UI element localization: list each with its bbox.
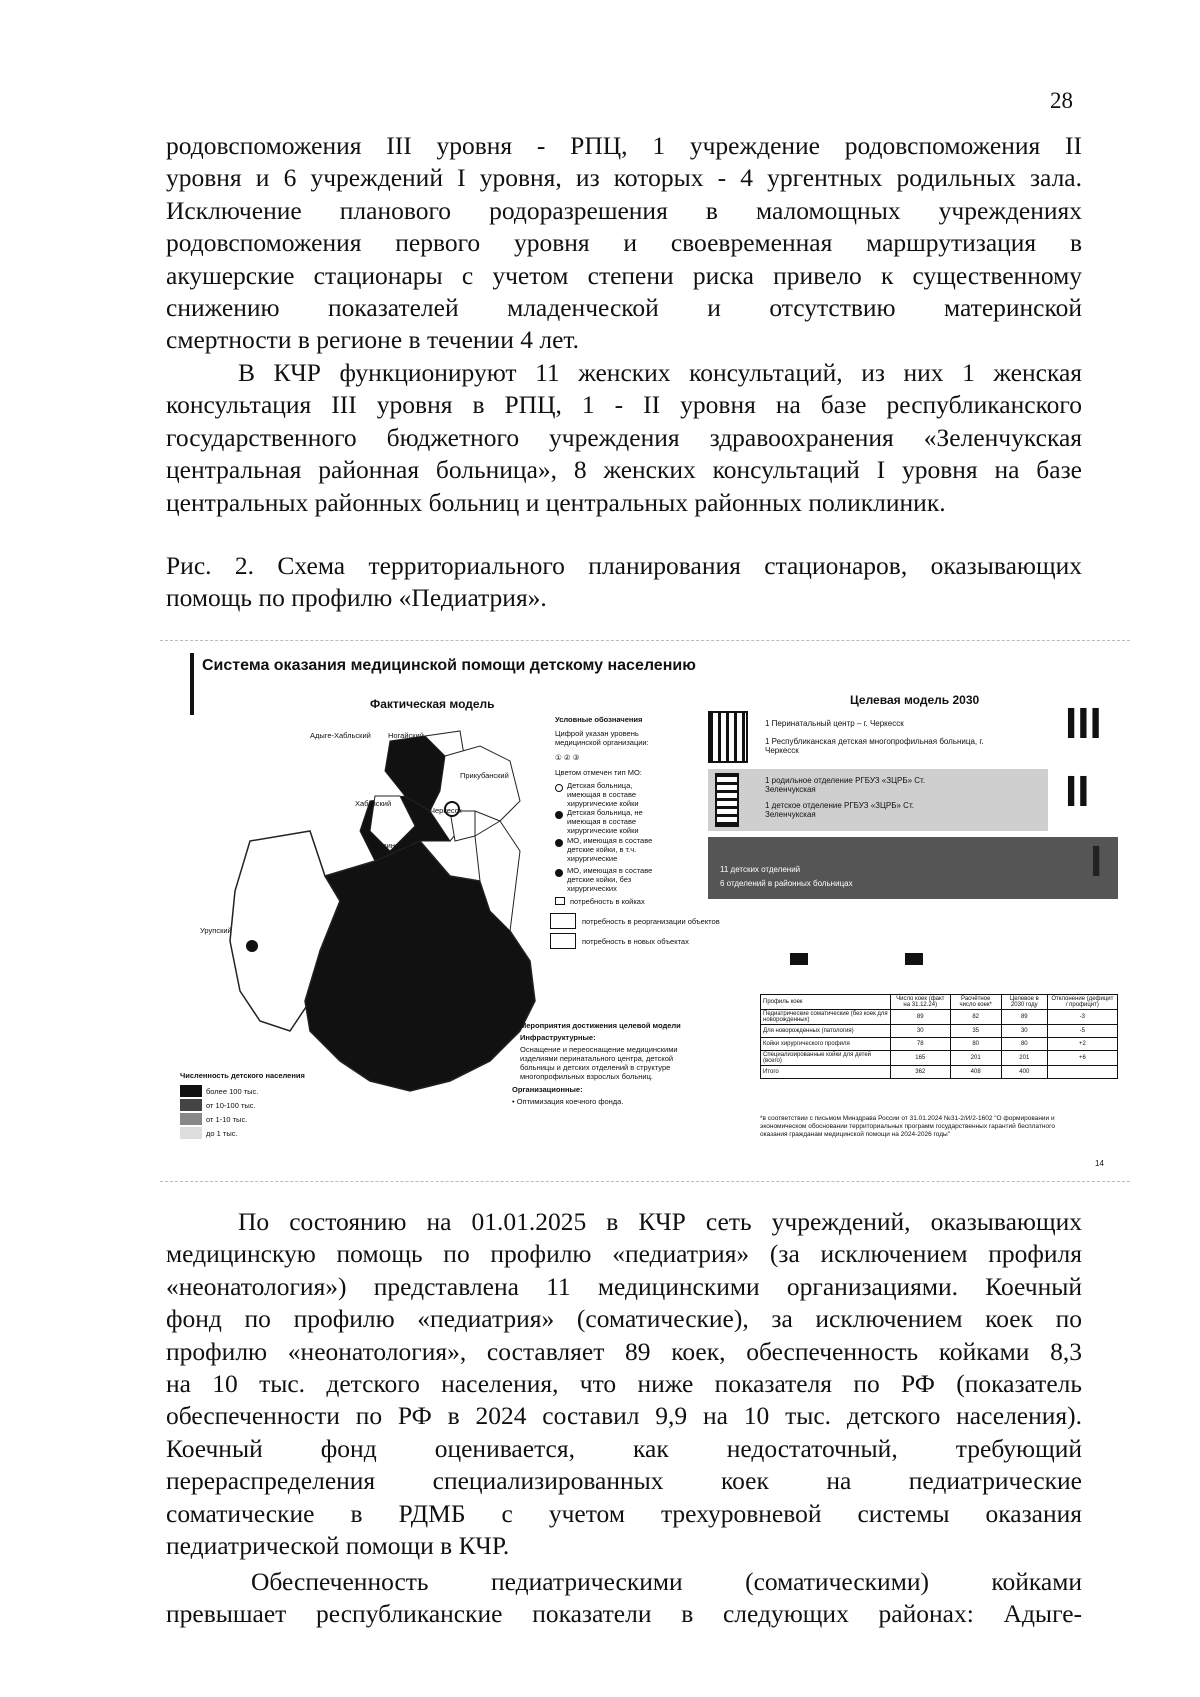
measures-org: Организационные: [512, 1085, 583, 1094]
table-cell: -3 [1047, 1010, 1117, 1025]
legend-marker-black [555, 869, 563, 877]
figure-slide [160, 640, 1130, 1182]
level3-numeral: III [1065, 699, 1102, 748]
table-header-cell: Профиль коек [761, 995, 891, 1010]
legend-line: потребность в реорганизации объектов [582, 917, 720, 926]
table-cell: 89 [1001, 1010, 1047, 1025]
table-row [761, 1025, 1118, 1038]
level2-line: 1 детское отделение РГБУЗ «ЗЦРБ» Ст. Зеленчукская [765, 801, 914, 819]
table-legend-swatch [790, 953, 808, 965]
table-legend-swatch [905, 953, 923, 965]
legend-box-reorg [550, 913, 576, 929]
level3-line: 1 Перинатальный центр – г. Черкесск [765, 719, 904, 728]
text-line: Исключение планового родоразрешения в маломощных учреждениях [166, 195, 1082, 225]
level2-line: 1 родильное отделение РГБУЗ «ЗЦРБ» Ст. Зеленчукская [765, 776, 926, 794]
table-cell: 400 [1001, 1066, 1047, 1079]
table-cell: Итого [761, 1066, 891, 1079]
map-label-nogai: Ногайский [388, 731, 424, 740]
table-cell: 408 [950, 1066, 1001, 1079]
legend-line: потребность в новых объектах [582, 937, 689, 946]
legend-line: ① ② ③ [555, 753, 580, 762]
text-line: центральных районных больниц и центральных районных поликлиник. [166, 487, 946, 517]
level3-line: 1 Республиканская детская многопрофильная больница, г. Черкесск [765, 737, 984, 755]
measures-infra: Инфраструктурные: [520, 1033, 596, 1042]
population-label: до 1 тыс. [206, 1129, 238, 1138]
table-cell: 80 [1001, 1038, 1047, 1051]
table-cell: 30 [1001, 1025, 1047, 1038]
text-line: Обеспеченность педиатрическими (соматическими) койками [251, 1567, 1082, 1596]
text-line: соматические в РДМБ с учетом трехуровневой системы оказания [166, 1498, 1082, 1528]
population-swatch [180, 1085, 202, 1097]
map-label-prikuban: Прикубанский [460, 771, 509, 780]
actual-model-title: Фактическая модель [370, 697, 495, 711]
table-cell: 78 [891, 1038, 951, 1051]
text-line: смертности в регионе в течении 4 лет. [166, 325, 579, 355]
legend-title: Условные обозначения [555, 715, 643, 724]
text-line: превышает республиканские показатели в следующих районах: Адыге- [166, 1599, 1082, 1629]
table-cell [1047, 1066, 1117, 1079]
level1-line: 6 отделений в районных больницах [720, 879, 853, 888]
slide-number: 14 [1095, 1159, 1104, 1168]
table-row [761, 1051, 1118, 1066]
paragraph-2 [166, 357, 1082, 519]
page-number: 28 [1050, 88, 1073, 113]
level2-numeral: II [1065, 767, 1090, 816]
paragraph-4 [166, 1566, 1082, 1631]
text-line: центральная районная больница», 8 женских консультаций I уровня на базе [166, 455, 1082, 485]
legend-plus-box [555, 897, 565, 905]
table-header-cell: Расчётное число коек* [950, 995, 1001, 1010]
population-swatch [180, 1127, 202, 1139]
figure-caption [166, 550, 1082, 615]
legend-line: Цветом отмечен тип МО: [555, 768, 642, 777]
population-swatch [180, 1099, 202, 1111]
map-label-adyghe: Адыге-Хабльский [310, 731, 371, 740]
building-icon [708, 711, 748, 763]
text-line: По состоянию на 01.01.2025 в КЧР сеть учреждений, оказывающих [238, 1207, 1082, 1236]
building-icon [715, 773, 739, 827]
table-header-cell: Целевое в 2030 году [1001, 995, 1047, 1010]
text-line: снижению показателей младенческой и отсутствию материнской [166, 293, 1082, 323]
table-cell: Койки хирургического профиля [761, 1038, 891, 1051]
legend-line: Детская больница, не имеющая в составе хирургические койки [567, 808, 643, 835]
text-line: педиатрической помощи в КЧР. [166, 1531, 510, 1561]
legend-box-new [550, 933, 576, 949]
paragraph-3 [166, 1206, 1082, 1562]
text-line: родовспоможения первого уровня и своевременная маршрутизация в [166, 228, 1082, 258]
text-line: фонд по профилю «педиатрия» (соматические), за исключением коек по [166, 1304, 1082, 1334]
text-line: уровня и 6 учреждений I уровня, из которых - 4 ургентных родильных зала. [166, 163, 1082, 193]
text-line: Коечный фонд оценивается, как недостаточный, требующий [166, 1433, 1082, 1463]
table-row [761, 1010, 1118, 1025]
table-cell: +2 [1047, 1038, 1117, 1051]
text-line: акушерские стационары с учетом степени риска привело к существенному [166, 260, 1082, 290]
legend-line: потребность в койках [570, 897, 645, 906]
table-header-row [761, 995, 1118, 1010]
table-row [761, 1038, 1118, 1051]
beds-table [760, 994, 1118, 1079]
text-line: родовспоможения III уровня - РПЦ, 1 учреждение родовспоможения II [166, 131, 1082, 160]
table-cell: +6 [1047, 1051, 1117, 1066]
table-cell: -5 [1047, 1025, 1117, 1038]
table-cell: 80 [950, 1038, 1001, 1051]
measures-infra-text: Оснащение и переоснащение медицинскими изделиями перинатального центра, детской больницы и детских отделений в структуре многопрофильных взрослых больниц. [520, 1045, 678, 1081]
table-footnote: *в соответствии с письмом Минздрава России от 31.01.2024 №31-2/И/2-1602 "О формировании и экономическом обосновании территориальных программ государственных гарантий бесплатного оказания гражданам медицинской помощи на 2024-2026 годы" [760, 1115, 1055, 1138]
text-line: «неонатология») представлена 11 медицинскими организациями. Коечный [166, 1271, 1082, 1301]
text-line: на 10 тыс. детского населения, что ниже показателя по РФ (показатель [166, 1369, 1082, 1399]
level1-line: 11 детских отделений [720, 865, 801, 874]
map-label-habez: Хабезский [355, 799, 392, 808]
legend-line: Цифрой указан уровень медицинской организации: [555, 729, 649, 747]
table-header-cell: Отклонение (дефицит / профицит) [1047, 995, 1117, 1010]
legend-line: Детская больница, имеющая в составе хирургические койки [567, 781, 639, 808]
table-cell: Для новорожденных (патология) [761, 1025, 891, 1038]
population-label: более 100 тыс. [206, 1087, 259, 1096]
text-line: профилю «неонатология», составляет 89 коек, обеспеченность койками 8,3 [166, 1336, 1082, 1366]
text-line: медицинскую помощь по профилю «педиатрия» (за исключением профиля [166, 1239, 1082, 1269]
population-swatch [180, 1113, 202, 1125]
paragraph-1 [166, 130, 1082, 357]
map-label-urup: Урупский [200, 926, 232, 935]
text-line: государственного бюджетного учреждения здравоохранения «Зеленчукская [166, 422, 1082, 452]
table-cell: 82 [950, 1010, 1001, 1025]
table-cell: Специализированные койки для детей (всего) [761, 1051, 891, 1066]
text-line: консультация III уровня в РПЦ, 1 - II уровня на базе республиканского [166, 390, 1082, 420]
population-label: от 10-100 тыс. [206, 1101, 256, 1110]
table-row [761, 1066, 1118, 1079]
table-cell: 89 [891, 1010, 951, 1025]
legend-line: МО, имеющая в составе детские койки, без хирургических [567, 866, 653, 893]
measures-title: Мероприятия достижения целевой модели [520, 1021, 681, 1030]
text-line: перераспределения специализированных коек на педиатрические [166, 1466, 1082, 1496]
table-cell: 201 [950, 1051, 1001, 1066]
text-line: В КЧР функционируют 11 женских консультаций, из них 1 женская [238, 358, 1082, 387]
target-model-title: Целевая модель 2030 [850, 693, 980, 707]
table-cell: 30 [891, 1025, 951, 1038]
legend-marker-black [555, 839, 563, 847]
figure-title: Система оказания медицинской помощи детскому населению [202, 657, 696, 674]
caption-line: Рис. 2. Схема территориального планирования стационаров, оказывающих [166, 551, 1082, 580]
table-header-cell: Число коек (факт на 31.12.24) [891, 995, 951, 1010]
legend-line: МО, имеющая в составе детские койки, в т.ч. хирургические [567, 836, 653, 863]
caption-line: помощь по профилю «Педиатрия». [166, 583, 547, 613]
map-label-abaza: Абазинский [370, 841, 411, 850]
legend-marker-white [555, 784, 563, 792]
map-marker-urup [246, 940, 258, 952]
level1-numeral: I [1090, 837, 1103, 886]
table-cell: 35 [950, 1025, 1001, 1038]
measures-org-text: • Оптимизация коечного фонда. [512, 1097, 624, 1106]
legend-marker-black [555, 811, 563, 819]
population-legend-title: Численность детского населения [180, 1071, 305, 1080]
table-cell: 201 [1001, 1051, 1047, 1066]
text-line: обеспеченности по РФ в 2024 составил 9,9 на 10 тыс. детского населения). [166, 1401, 1082, 1431]
map-label-cherkessk: Черкесск [430, 806, 462, 815]
population-label: от 1-10 тыс. [206, 1115, 248, 1124]
table-cell: 165 [891, 1051, 951, 1066]
table-cell: 362 [891, 1066, 951, 1079]
table-cell: Педиатрические соматические (без коек для новорожденных) [761, 1010, 891, 1025]
